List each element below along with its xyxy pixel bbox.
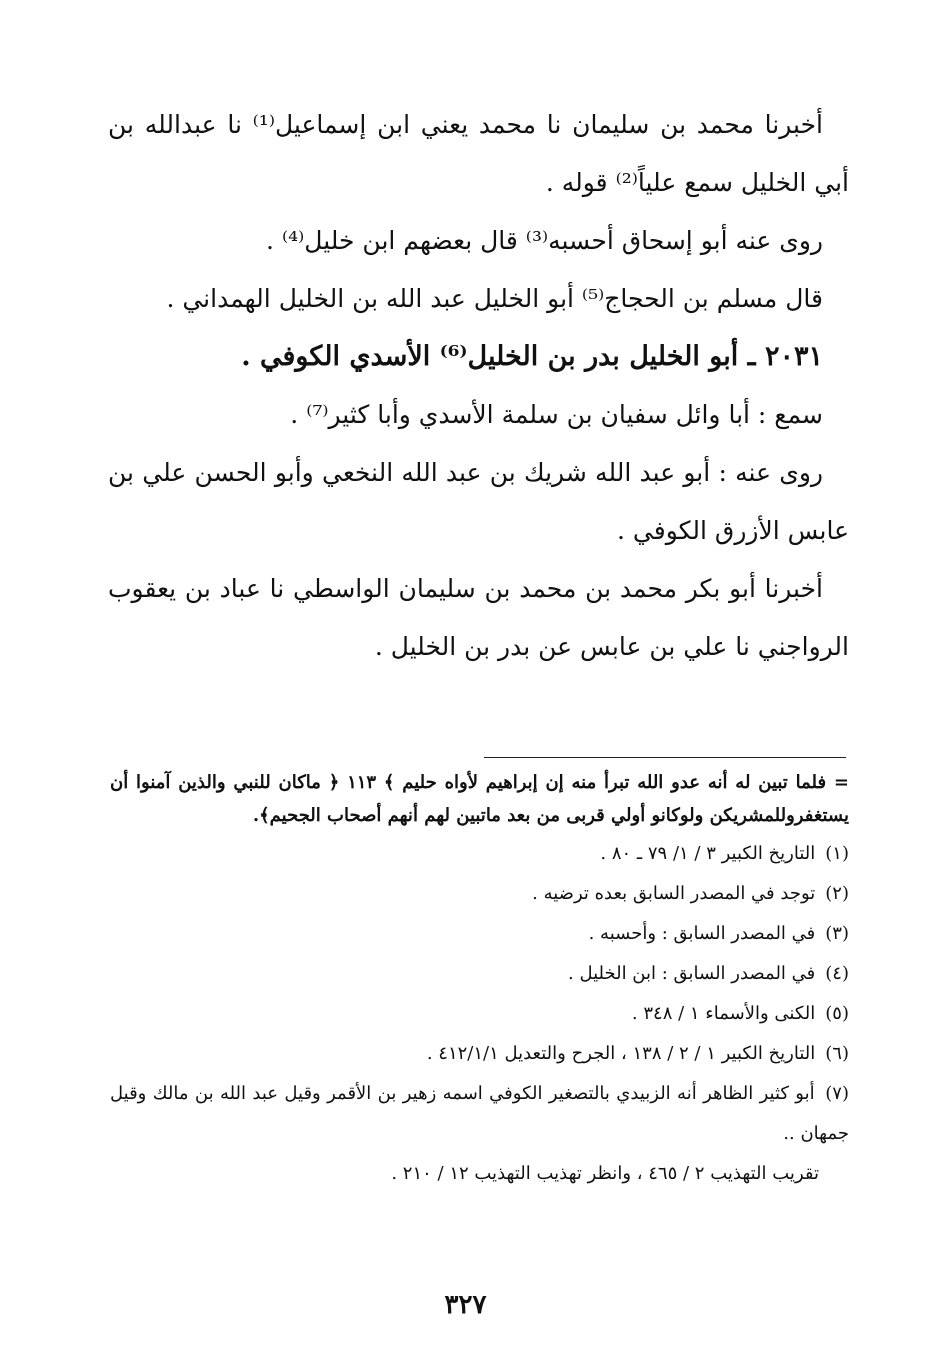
footnote-2 bbox=[110, 874, 849, 914]
footnote-number: (٢) bbox=[825, 883, 849, 904]
footnote-3 bbox=[110, 914, 849, 954]
paragraph-2: روى عنه أبو إسحاق أحسبه⁽³⁾ قال بعضهم ابن خليل⁽⁴⁾ . bbox=[266, 226, 823, 255]
main-text bbox=[108, 96, 849, 676]
footnote-6 bbox=[110, 1034, 849, 1074]
footnote-1 bbox=[110, 834, 849, 874]
footnote-4 bbox=[110, 954, 849, 994]
footnote-text: الكنى والأسماء ١ / ٣٤٨ . bbox=[631, 1003, 816, 1024]
footnote-text: توجد في المصدر السابق بعده ترضيه . bbox=[532, 883, 816, 904]
footnote-text: في المصدر السابق : وأحسبه . bbox=[588, 923, 816, 944]
footnote-number: (٤) bbox=[825, 963, 849, 984]
footnotes bbox=[110, 766, 849, 1194]
footnote-text: أبو كثير الظاهر أنه الزبيدي بالتصغير الكوفي اسمه زهير بن الأقمر وقيل عبد الله بن مالك وقيل جمهان .. bbox=[110, 1083, 849, 1144]
paragraph-5: روى عنه : أبو عبد الله شريك بن عبد الله النخعي وأبو الحسن علي بن عابس الأزرق الكوفي . bbox=[108, 458, 849, 545]
footnote-text: في المصدر السابق : ابن الخليل . bbox=[568, 963, 816, 984]
paragraph-4: سمع : أبا وائل سفيان بن سلمة الأسدي وأبا كثير⁽⁷⁾ . bbox=[290, 400, 823, 429]
paragraph-6: أخبرنا أبو بكر محمد بن محمد بن سليمان الواسطي نا عباد بن يعقوب الرواجني نا علي بن عابس عن بدر بن الخليل . bbox=[108, 574, 849, 661]
footnote-number: (٣) bbox=[825, 923, 849, 944]
paragraph-1: أخبرنا محمد بن سليمان نا محمد يعني ابن إسماعيل⁽¹⁾ نا عبدالله بن أبي الخليل سمع علياً⁽²⁾ قوله . bbox=[108, 110, 849, 197]
footnote-separator bbox=[484, 757, 846, 758]
footnote-number: (٥) bbox=[825, 1003, 849, 1024]
footnote-text: التاريخ الكبير ١ / ٢ / ١٣٨ ، الجرح والتعديل ٤١٢/١/١ . bbox=[426, 1043, 816, 1064]
footnote-7 bbox=[110, 1074, 849, 1154]
footnote-number: (١) bbox=[825, 843, 849, 864]
footnote-5 bbox=[110, 994, 849, 1034]
footnote-7-continuation: تقريب التهذيب ٢ / ٤٦٥ ، وانظر تهذيب التهذيب ١٢ / ٢١٠ . bbox=[391, 1163, 819, 1184]
footnote-number: (٧) bbox=[825, 1083, 849, 1104]
page-number: ٣٢٧ bbox=[444, 1290, 487, 1320]
footnote-number: (٦) bbox=[825, 1043, 849, 1064]
footnote-text: التاريخ الكبير ٣ / ١/ ٧٩ ـ ٨٠ . bbox=[600, 843, 816, 864]
paragraph-3: قال مسلم بن الحجاج⁽⁵⁾ أبو الخليل عبد الله بن الخليل الهمداني . bbox=[166, 284, 823, 313]
footnote-continuation: = فلما تبين له أنه عدو الله تبرأ منه إن إبراهيم لأواه حليم ﴾ ١١٣ ﴿ ماكان للنبي والذين آمنوا أن يستغفروللمشريكن ولوكانو أولي قربى من بعد ماتبين لهم أنهم أصحاب الجحيم﴾. bbox=[110, 772, 849, 826]
entry-heading: ٢٠٣١ ـ أبو الخليل بدر بن الخليل⁽⁶⁾ الأسدي الكوفي . bbox=[241, 341, 823, 372]
